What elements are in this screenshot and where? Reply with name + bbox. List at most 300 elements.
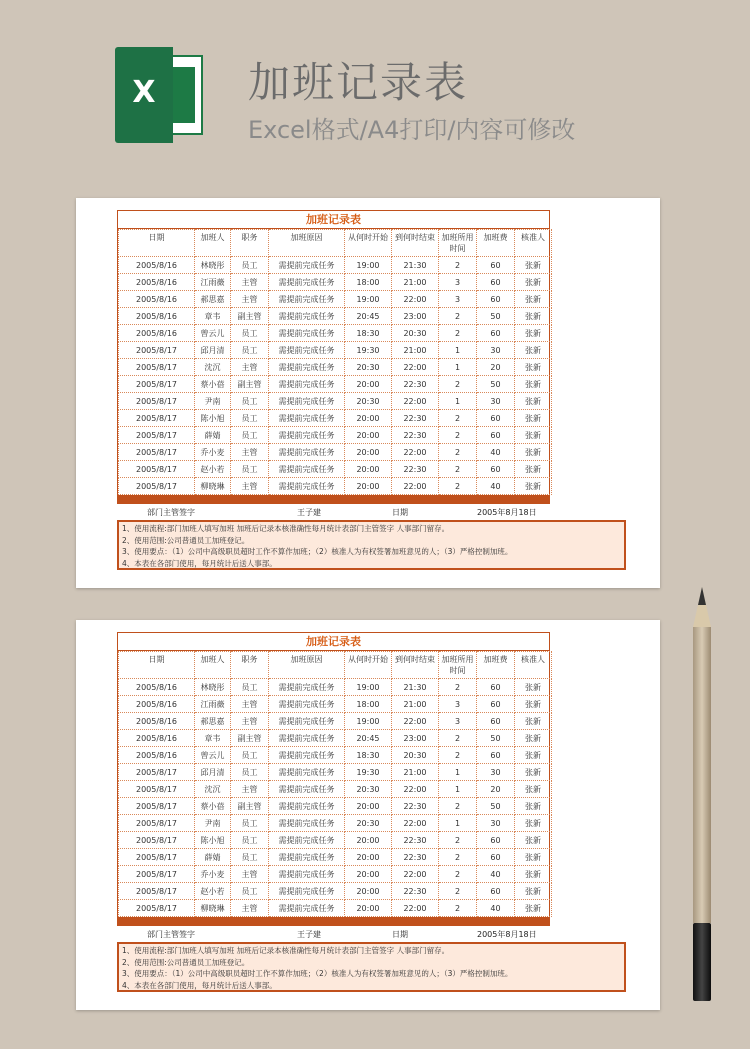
table-row <box>119 713 552 730</box>
table-row <box>119 410 552 427</box>
table-cell: 22:00 <box>392 393 439 410</box>
table-cell: 2005/8/17 <box>119 342 195 359</box>
table-cell: 2 <box>439 832 477 849</box>
table-cell: 2 <box>439 376 477 393</box>
table-cell: 张新 <box>515 781 552 798</box>
table-cell: 2005/8/16 <box>119 679 195 696</box>
table-cell: 需提前完成任务 <box>269 461 345 478</box>
table-cell: 2 <box>439 747 477 764</box>
table-cell: 20:30 <box>345 815 392 832</box>
table-cell: 23:00 <box>392 308 439 325</box>
note-line: 1、使用流程:部门加班人填写加班 加班后记录本核准确性每月统计表部门主管签字 人事部门留存。 <box>122 946 450 955</box>
table-cell: 60 <box>477 410 515 427</box>
table-cell: 张新 <box>515 410 552 427</box>
table-cell: 需提前完成任务 <box>269 900 345 917</box>
table-cell: 赵小若 <box>195 461 231 478</box>
column-header: 核准人 <box>515 652 552 679</box>
table-row <box>119 764 552 781</box>
table-cell: 主管 <box>231 866 269 883</box>
table-cell: 薛婧 <box>195 849 231 866</box>
table-row <box>119 679 552 696</box>
table-cell: 2005/8/17 <box>119 849 195 866</box>
table-cell: 员工 <box>231 342 269 359</box>
overtime-table-frame <box>117 210 550 504</box>
table-cell: 20 <box>477 781 515 798</box>
table-cell: 尹南 <box>195 393 231 410</box>
table-cell: 2005/8/16 <box>119 713 195 730</box>
table-cell: 赵小若 <box>195 883 231 900</box>
table-cell: 2 <box>439 883 477 900</box>
table-cell: 18:30 <box>345 325 392 342</box>
table-cell: 副主管 <box>231 376 269 393</box>
table-cell: 22:30 <box>392 376 439 393</box>
table-cell: 需提前完成任务 <box>269 325 345 342</box>
table-row <box>119 274 552 291</box>
table-cell: 郝思嘉 <box>195 291 231 308</box>
excel-logo-icon <box>115 47 211 143</box>
table-cell: 20:00 <box>345 883 392 900</box>
table-cell: 60 <box>477 427 515 444</box>
table-cell: 2005/8/17 <box>119 393 195 410</box>
table-cell: 员工 <box>231 325 269 342</box>
overtime-table <box>118 651 552 917</box>
column-header: 加班人 <box>195 652 231 679</box>
table-cell: 21:00 <box>392 274 439 291</box>
table-cell: 2005/8/17 <box>119 798 195 815</box>
table-cell: 张新 <box>515 730 552 747</box>
table-cell: 2005/8/17 <box>119 832 195 849</box>
usage-notes <box>117 942 626 992</box>
table-cell: 2005/8/16 <box>119 274 195 291</box>
table-cell: 张新 <box>515 393 552 410</box>
table-cell: 19:30 <box>345 342 392 359</box>
table-cell: 20:30 <box>345 781 392 798</box>
table-cell: 20:00 <box>345 461 392 478</box>
table-cell: 2 <box>439 444 477 461</box>
table-cell: 2005/8/17 <box>119 376 195 393</box>
table-cell: 2005/8/16 <box>119 730 195 747</box>
table-cell: 2005/8/17 <box>119 410 195 427</box>
logo-grid <box>171 67 195 123</box>
table-cell: 3 <box>439 696 477 713</box>
table-cell: 20:30 <box>392 325 439 342</box>
table-cell: 张新 <box>515 900 552 917</box>
table-cell: 22:30 <box>392 832 439 849</box>
sheet-preview-2 <box>76 620 660 1010</box>
table-cell: 21:00 <box>392 342 439 359</box>
table-cell: 18:00 <box>345 696 392 713</box>
table-cell: 主管 <box>231 900 269 917</box>
table-cell: 需提前完成任务 <box>269 832 345 849</box>
table-cell: 22:00 <box>392 713 439 730</box>
table-cell: 员工 <box>231 427 269 444</box>
table-cell: 60 <box>477 325 515 342</box>
table-cell: 2 <box>439 730 477 747</box>
sheet-title: 加班记录表 <box>118 633 549 651</box>
table-cell: 员工 <box>231 257 269 274</box>
table-cell: 郝思嘉 <box>195 713 231 730</box>
logo-letter: X <box>132 75 156 110</box>
signature-name: 王子建 <box>297 930 321 939</box>
table-cell: 陈小旭 <box>195 832 231 849</box>
table-cell: 张新 <box>515 478 552 495</box>
table-cell: 员工 <box>231 849 269 866</box>
table-cell: 乔小麦 <box>195 444 231 461</box>
page-title: 加班记录表 <box>248 58 469 107</box>
table-cell: 22:30 <box>392 461 439 478</box>
table-cell: 60 <box>477 679 515 696</box>
table-cell: 19:00 <box>345 257 392 274</box>
column-header: 加班原因 <box>269 230 345 257</box>
table-cell: 邱月清 <box>195 764 231 781</box>
table-cell: 需提前完成任务 <box>269 410 345 427</box>
table-cell: 2 <box>439 478 477 495</box>
table-cell: 20:30 <box>392 747 439 764</box>
table-cell: 张新 <box>515 696 552 713</box>
signature-line <box>147 507 567 519</box>
table-cell: 2005/8/17 <box>119 359 195 376</box>
table-cell: 沈沉 <box>195 781 231 798</box>
table-cell: 20:45 <box>345 730 392 747</box>
table-cell: 21:00 <box>392 696 439 713</box>
table-row <box>119 444 552 461</box>
pencil-icon <box>686 585 718 1005</box>
table-cell: 需提前完成任务 <box>269 747 345 764</box>
table-cell: 2005/8/16 <box>119 747 195 764</box>
table-row <box>119 325 552 342</box>
page-subtitle: Excel格式/A4打印/内容可修改 <box>248 116 576 144</box>
table-cell: 1 <box>439 781 477 798</box>
table-cell: 20:00 <box>345 444 392 461</box>
table-cell: 22:00 <box>392 900 439 917</box>
table-cell: 张新 <box>515 291 552 308</box>
table-row <box>119 393 552 410</box>
table-cell: 员工 <box>231 832 269 849</box>
table-cell: 20:30 <box>345 393 392 410</box>
table-cell: 2005/8/17 <box>119 427 195 444</box>
table-cell: 2005/8/17 <box>119 764 195 781</box>
table-cell: 19:00 <box>345 713 392 730</box>
column-header: 日期 <box>119 230 195 257</box>
table-cell: 18:30 <box>345 747 392 764</box>
table-cell: 22:00 <box>392 478 439 495</box>
column-header: 加班所用时间 <box>439 652 477 679</box>
table-cell: 22:00 <box>392 359 439 376</box>
table-cell: 50 <box>477 308 515 325</box>
table-cell: 30 <box>477 815 515 832</box>
table-cell: 薛婧 <box>195 427 231 444</box>
table-cell: 1 <box>439 764 477 781</box>
table-cell: 2005/8/17 <box>119 815 195 832</box>
table-cell: 张新 <box>515 376 552 393</box>
table-row <box>119 478 552 495</box>
note-line: 2、使用范围:公司普通员工加班登记。 <box>122 957 250 967</box>
table-cell: 60 <box>477 461 515 478</box>
table-cell: 主管 <box>231 696 269 713</box>
table-cell: 22:30 <box>392 883 439 900</box>
column-header: 加班原因 <box>269 652 345 679</box>
table-cell: 2 <box>439 410 477 427</box>
table-cell: 需提前完成任务 <box>269 359 345 376</box>
table-cell: 22:00 <box>392 815 439 832</box>
table-cell: 22:00 <box>392 781 439 798</box>
table-cell: 20:00 <box>345 900 392 917</box>
table-header-row <box>119 652 552 679</box>
table-cell: 2 <box>439 679 477 696</box>
table-cell: 60 <box>477 832 515 849</box>
table-cell: 21:30 <box>392 257 439 274</box>
table-cell: 22:00 <box>392 866 439 883</box>
table-cell: 60 <box>477 849 515 866</box>
table-cell: 20:00 <box>345 849 392 866</box>
table-row <box>119 730 552 747</box>
table-cell: 张新 <box>515 815 552 832</box>
date-value: 2005年8月18日 <box>477 930 537 939</box>
table-cell: 60 <box>477 291 515 308</box>
column-header: 加班所用时间 <box>439 230 477 257</box>
table-cell: 19:00 <box>345 291 392 308</box>
table-cell: 22:30 <box>392 410 439 427</box>
column-header: 职务 <box>231 230 269 257</box>
table-cell: 张新 <box>515 444 552 461</box>
column-header: 从何时开始 <box>345 230 392 257</box>
date-value: 2005年8月18日 <box>477 508 537 517</box>
table-cell: 副主管 <box>231 730 269 747</box>
table-cell: 60 <box>477 747 515 764</box>
table-cell: 柳晓琳 <box>195 900 231 917</box>
signature-label: 部门主管签字 <box>147 508 195 517</box>
table-cell: 副主管 <box>231 798 269 815</box>
table-cell: 50 <box>477 376 515 393</box>
table-cell: 60 <box>477 696 515 713</box>
table-cell: 张新 <box>515 274 552 291</box>
table-cell: 需提前完成任务 <box>269 274 345 291</box>
table-cell: 张新 <box>515 427 552 444</box>
table-cell: 江雨薇 <box>195 274 231 291</box>
table-cell: 20:00 <box>345 427 392 444</box>
table-cell: 副主管 <box>231 308 269 325</box>
table-cell: 30 <box>477 342 515 359</box>
table-cell: 张新 <box>515 798 552 815</box>
table-cell: 21:30 <box>392 679 439 696</box>
table-row <box>119 781 552 798</box>
table-cell: 员工 <box>231 764 269 781</box>
table-cell: 员工 <box>231 815 269 832</box>
table-cell: 需提前完成任务 <box>269 376 345 393</box>
column-header: 到何时结束 <box>392 230 439 257</box>
table-cell: 1 <box>439 342 477 359</box>
table-cell: 林晓彤 <box>195 257 231 274</box>
table-cell: 员工 <box>231 679 269 696</box>
table-cell: 张新 <box>515 747 552 764</box>
table-row <box>119 866 552 883</box>
table-cell: 张新 <box>515 308 552 325</box>
table-row <box>119 832 552 849</box>
table-cell: 20:00 <box>345 798 392 815</box>
table-header-row <box>119 230 552 257</box>
note-line: 3、使用要点：（1）公司中高级职员超时工作不算作加班；（2）核准人为有权签署加班意见的人；（3）严格控制加班。 <box>122 969 513 978</box>
table-cell: 需提前完成任务 <box>269 342 345 359</box>
table-cell: 张新 <box>515 257 552 274</box>
table-cell: 林晓彤 <box>195 679 231 696</box>
table-cell: 2005/8/16 <box>119 325 195 342</box>
sheet-title: 加班记录表 <box>118 211 549 229</box>
table-cell: 22:00 <box>392 291 439 308</box>
column-header: 到何时结束 <box>392 652 439 679</box>
table-cell: 2 <box>439 461 477 478</box>
table-cell: 60 <box>477 883 515 900</box>
table-cell: 20:00 <box>345 410 392 427</box>
table-cell: 张新 <box>515 359 552 376</box>
table-row <box>119 696 552 713</box>
table-cell: 2 <box>439 325 477 342</box>
table-cell: 陈小旭 <box>195 410 231 427</box>
sheet-preview-1 <box>76 198 660 588</box>
table-cell: 需提前完成任务 <box>269 883 345 900</box>
table-cell: 20:00 <box>345 832 392 849</box>
table-row <box>119 342 552 359</box>
table-cell: 张新 <box>515 866 552 883</box>
table-cell: 员工 <box>231 461 269 478</box>
table-row <box>119 427 552 444</box>
table-cell: 需提前完成任务 <box>269 478 345 495</box>
table-cell: 需提前完成任务 <box>269 730 345 747</box>
table-cell: 柳晓琳 <box>195 478 231 495</box>
table-cell: 2 <box>439 427 477 444</box>
table-cell: 需提前完成任务 <box>269 308 345 325</box>
table-cell: 2005/8/16 <box>119 696 195 713</box>
table-cell: 2005/8/17 <box>119 883 195 900</box>
note-line: 1、使用流程:部门加班人填写加班 加班后记录本核准确性每月统计表部门主管签字 人事部门留存。 <box>122 524 450 533</box>
table-cell: 张新 <box>515 342 552 359</box>
note-line: 4、本表在各部门使用，每月统计后送人事部。 <box>122 980 277 990</box>
table-cell: 需提前完成任务 <box>269 798 345 815</box>
note-line: 4、本表在各部门使用，每月统计后送人事部。 <box>122 558 277 568</box>
table-cell: 21:00 <box>392 764 439 781</box>
table-cell: 需提前完成任务 <box>269 679 345 696</box>
table-cell: 张新 <box>515 849 552 866</box>
table-cell: 20:00 <box>345 478 392 495</box>
table-cell: 60 <box>477 257 515 274</box>
table-cell: 2005/8/17 <box>119 781 195 798</box>
table-cell: 主管 <box>231 291 269 308</box>
table-cell: 需提前完成任务 <box>269 257 345 274</box>
table-cell: 20:30 <box>345 359 392 376</box>
table-cell: 50 <box>477 730 515 747</box>
table-row <box>119 376 552 393</box>
table-cell: 张新 <box>515 883 552 900</box>
note-line: 3、使用要点：（1）公司中高级职员超时工作不算作加班；（2）核准人为有权签署加班意见的人；（3）严格控制加班。 <box>122 547 513 556</box>
table-cell: 江雨薇 <box>195 696 231 713</box>
column-header: 日期 <box>119 652 195 679</box>
table-cell: 主管 <box>231 781 269 798</box>
column-header: 从何时开始 <box>345 652 392 679</box>
table-cell: 需提前完成任务 <box>269 866 345 883</box>
table-cell: 需提前完成任务 <box>269 291 345 308</box>
table-cell: 2005/8/17 <box>119 461 195 478</box>
table-cell: 2 <box>439 308 477 325</box>
table-cell: 2005/8/17 <box>119 866 195 883</box>
table-cell: 张新 <box>515 713 552 730</box>
table-cell: 2 <box>439 900 477 917</box>
logo-badge <box>115 47 173 143</box>
table-cell: 2 <box>439 866 477 883</box>
table-cell: 40 <box>477 444 515 461</box>
table-cell: 员工 <box>231 410 269 427</box>
table-cell: 23:00 <box>392 730 439 747</box>
note-line: 2、使用范围:公司普通员工加班登记。 <box>122 535 250 545</box>
table-cell: 蔡小蓓 <box>195 798 231 815</box>
date-label: 日期 <box>392 508 408 517</box>
table-cell: 主管 <box>231 478 269 495</box>
table-cell: 2 <box>439 257 477 274</box>
overtime-table-frame <box>117 632 550 926</box>
table-cell: 22:30 <box>392 427 439 444</box>
column-header: 核准人 <box>515 230 552 257</box>
table-cell: 40 <box>477 478 515 495</box>
date-label: 日期 <box>392 930 408 939</box>
table-row <box>119 798 552 815</box>
table-cell: 章韦 <box>195 308 231 325</box>
usage-notes <box>117 520 626 570</box>
table-row <box>119 815 552 832</box>
table-cell: 2005/8/16 <box>119 308 195 325</box>
table-cell: 2005/8/16 <box>119 257 195 274</box>
table-row <box>119 883 552 900</box>
table-cell: 张新 <box>515 461 552 478</box>
table-cell: 60 <box>477 713 515 730</box>
column-header: 加班费 <box>477 230 515 257</box>
signature-label: 部门主管签字 <box>147 930 195 939</box>
table-cell: 需提前完成任务 <box>269 393 345 410</box>
table-cell: 2005/8/17 <box>119 900 195 917</box>
table-cell: 章韦 <box>195 730 231 747</box>
table-cell: 主管 <box>231 359 269 376</box>
signature-line <box>147 929 567 941</box>
signature-name: 王子建 <box>297 508 321 517</box>
table-row <box>119 291 552 308</box>
table-cell: 张新 <box>515 679 552 696</box>
table-cell: 主管 <box>231 274 269 291</box>
table-cell: 主管 <box>231 713 269 730</box>
table-cell: 18:00 <box>345 274 392 291</box>
table-cell: 22:30 <box>392 798 439 815</box>
table-cell: 2 <box>439 798 477 815</box>
table-cell: 需提前完成任务 <box>269 696 345 713</box>
table-cell: 20:00 <box>345 376 392 393</box>
table-cell: 张新 <box>515 832 552 849</box>
table-cell: 20 <box>477 359 515 376</box>
table-cell: 需提前完成任务 <box>269 764 345 781</box>
table-cell: 22:30 <box>392 849 439 866</box>
column-header: 加班人 <box>195 230 231 257</box>
table-cell: 员工 <box>231 747 269 764</box>
table-row <box>119 747 552 764</box>
table-footer-bar <box>118 495 549 503</box>
table-cell: 40 <box>477 866 515 883</box>
table-cell: 沈沉 <box>195 359 231 376</box>
table-cell: 3 <box>439 291 477 308</box>
table-cell: 需提前完成任务 <box>269 781 345 798</box>
table-cell: 2005/8/17 <box>119 444 195 461</box>
table-row <box>119 257 552 274</box>
column-header: 加班费 <box>477 652 515 679</box>
table-cell: 张新 <box>515 325 552 342</box>
table-cell: 19:00 <box>345 679 392 696</box>
table-cell: 需提前完成任务 <box>269 849 345 866</box>
table-cell: 1 <box>439 393 477 410</box>
table-cell: 1 <box>439 815 477 832</box>
